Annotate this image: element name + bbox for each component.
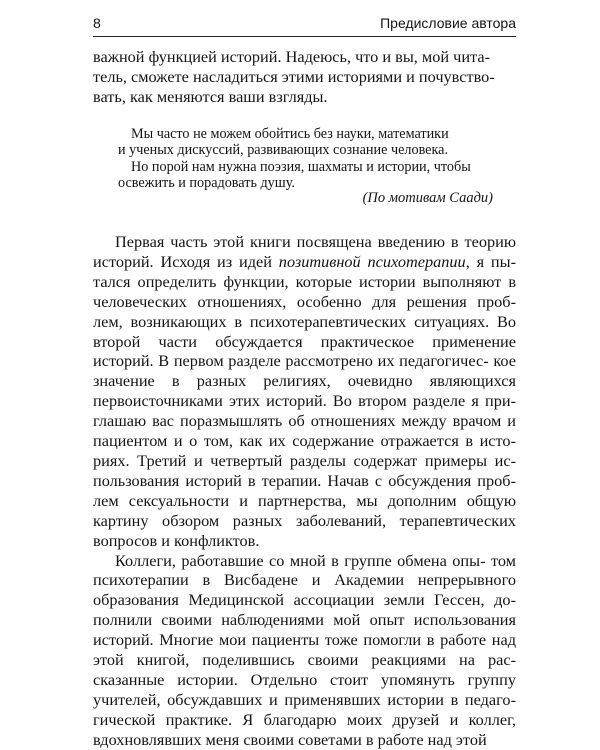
text-line: тель, сможете насладиться этими историями и почувство- xyxy=(93,66,495,86)
text-line: образования Медицинской ассоциации земли Гессен, до- xyxy=(93,590,516,610)
text-line: историй. В первом разделе рассмотрено их педагогичес- xyxy=(93,351,489,371)
text-line: полнили своими наблюдениями мой опыт использования xyxy=(93,610,516,630)
text-line: тался определить функции, которые истории выполняют xyxy=(93,271,502,291)
epigraph-line: Мы часто не можем обойтись без науки, математики xyxy=(131,126,449,142)
text-line: учителей, обсуждавших и применявших истории в педаго- xyxy=(93,689,516,709)
text-line: лем, возникающих в психотерапевтических ситуациях. xyxy=(93,311,490,331)
intro-paragraph xyxy=(93,47,516,107)
text-line: в человеческих отношениях, особенно для решения проб- xyxy=(93,271,516,311)
text-line: вать, как меняются ваши взгляды. xyxy=(93,86,328,106)
text-line: пользования историй в терапии. Начав с обсуждения проб- xyxy=(93,470,516,490)
text-line: сказанные истории. Отдельно стоит упомянуть группу xyxy=(93,669,516,689)
running-title: Предисловие автора xyxy=(380,15,516,31)
text-line: глашаю вас поразмышлять об отношениях между врачом xyxy=(93,411,502,431)
page-header xyxy=(93,12,516,37)
text-line: Первая часть этой книги посвящена введению в теорию xyxy=(115,232,516,251)
text-line: над этой книгой, поделившись своими реакциями на рас- xyxy=(93,630,516,670)
text-line: вдохновлявших меня своими советами в работе над этой xyxy=(93,729,487,749)
text-line: Во второй части обсуждается практическое применение xyxy=(93,311,516,351)
text-line: лем сексуальности и партнерства, мы дополним общую xyxy=(93,490,516,510)
text-line: Коллеги, работавшие со мной в группе обмена опы- xyxy=(115,550,486,570)
text-line: риях. Третий и четвертый разделы содержат примеры ис- xyxy=(93,450,516,470)
text-line: кое значение в разных религиях, очевидно являющихся xyxy=(93,351,516,391)
text-line: историй. Многие мои пациенты тоже помогли в работе xyxy=(93,630,487,650)
italic-term: позитивной психотерапии xyxy=(278,251,466,271)
paragraph-acknowledgements xyxy=(93,551,516,750)
text-line: историй. Исходя из идей xyxy=(93,251,279,271)
epigraph-attribution: (По мотивам Саади) xyxy=(362,190,493,206)
text-line: и пациентом и о том, как их содержание отражается в исто- xyxy=(93,411,516,451)
epigraph-line: Но порой нам нужна поэзия, шахматы и истории, чтобы xyxy=(131,158,471,175)
text-line: , я пы- xyxy=(465,251,516,271)
epigraph-line: и ученых дискуссий, развивающих сознание человека. xyxy=(118,142,449,159)
epigraph-line: освежить и порадовать душу. xyxy=(118,175,295,192)
paragraph-parts-overview xyxy=(93,232,516,551)
page-number: 8 xyxy=(93,15,101,31)
text-line: важной функцией историй. Надеюсь, что и вы, мой чита- xyxy=(93,47,491,66)
text-line: гической практике. Я благодарю моих друзей и коллег, xyxy=(93,709,516,729)
text-line: картину обзором разных заболеваний, терапевтических xyxy=(93,510,516,530)
text-line: вопросов и конфликтов. xyxy=(93,530,260,550)
text-line: первоисточниками этих историй. Во втором разделе я при- xyxy=(93,391,516,411)
text-line: том психотерапии в Висбадене и Академии непрерывного xyxy=(93,550,516,590)
epigraph xyxy=(118,126,493,192)
main-text xyxy=(93,232,516,750)
